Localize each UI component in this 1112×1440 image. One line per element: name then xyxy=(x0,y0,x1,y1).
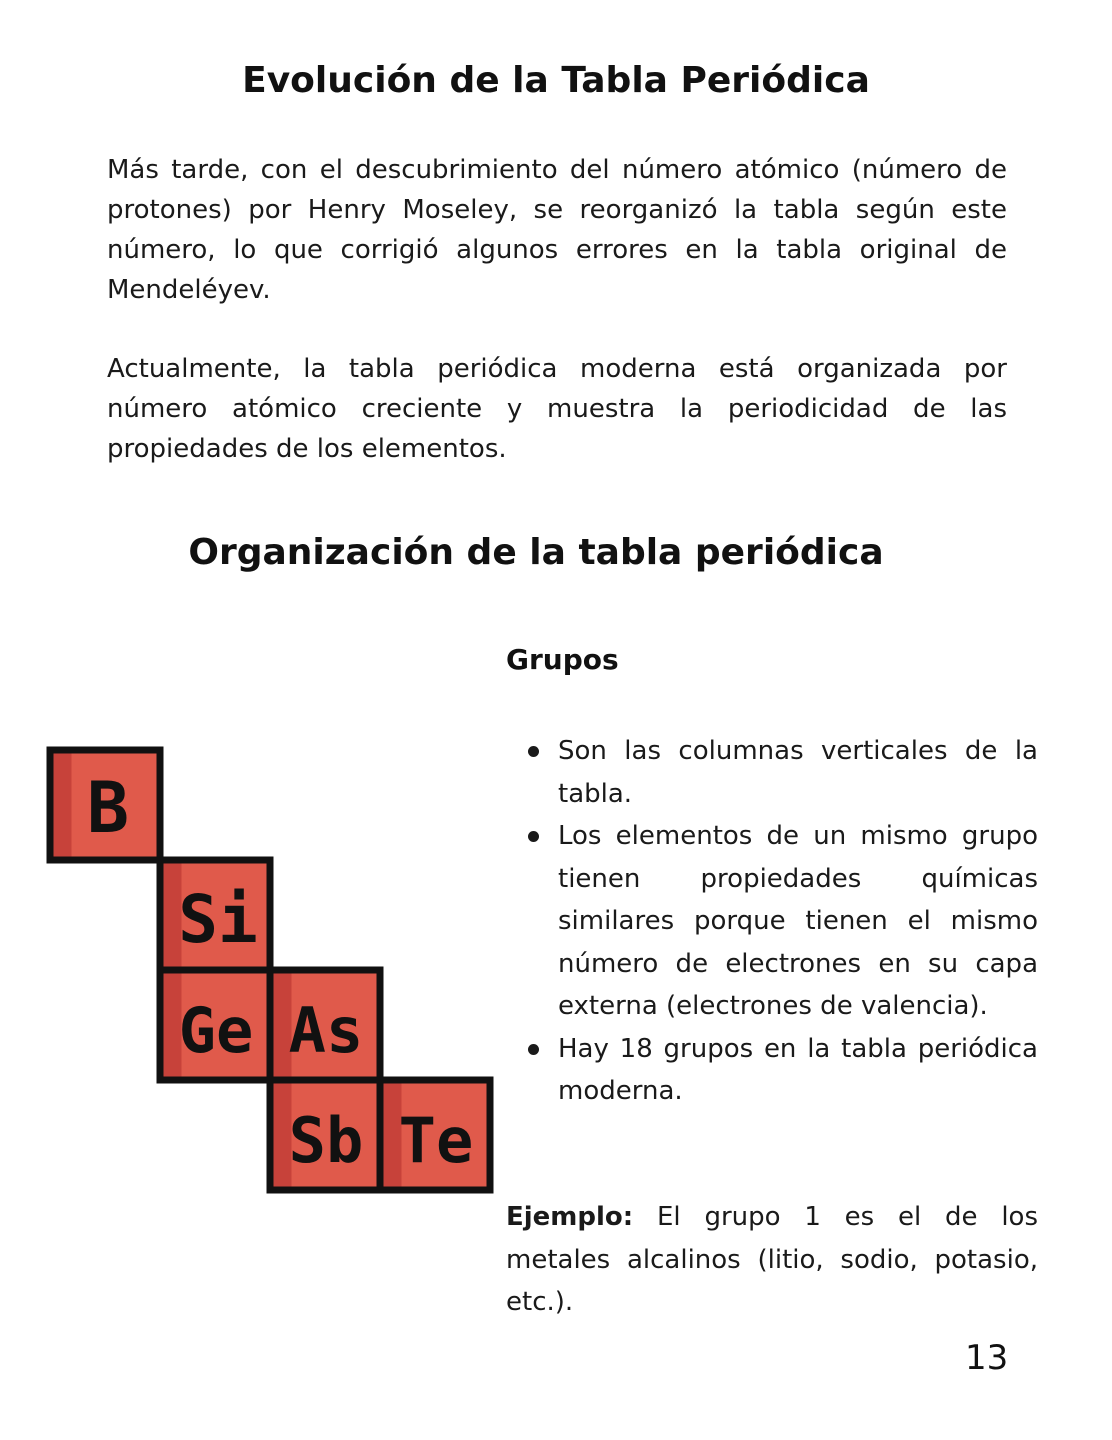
element-tile-te xyxy=(380,1080,490,1190)
paragraph-moseley: Más tarde, con el descubrimiento del número atómico (número de protones) por Henry Moseley, se reorganizó la tabla según este número, lo que corrigió algunos errores en la tabla original de Mendeléyev. xyxy=(107,155,1007,305)
groups-bullet-list xyxy=(506,730,1038,1113)
paragraph-modern-table: Actualmente, la tabla periódica moderna está organizada por número atómico creciente y muestra la periodicidad de las propiedades de los elementos. xyxy=(107,354,1007,464)
element-symbol-b: B xyxy=(86,767,130,849)
example-text: El grupo 1 es el de los metales alcalinos (litio, sodio, potasio, etc.). xyxy=(506,1202,1039,1317)
list-item: Hay 18 grupos en la tabla periódica moderna. xyxy=(506,1028,1038,1113)
element-symbol-sb: Sb xyxy=(288,1104,364,1177)
element-symbol-ge: Ge xyxy=(178,994,254,1067)
section-title-organization: Organización de la tabla periódica xyxy=(188,532,884,573)
metalloids-staircase-icon xyxy=(46,746,496,1196)
element-tile-ge xyxy=(160,970,270,1080)
element-tile-b xyxy=(50,750,160,860)
element-symbol-si: Si xyxy=(178,881,258,958)
example-paragraph xyxy=(506,1196,1038,1324)
element-symbol-te: Te xyxy=(398,1104,474,1177)
groups-heading: Grupos xyxy=(506,643,619,676)
element-tile-si xyxy=(160,860,270,970)
list-item: Los elementos de un mismo grupo tienen propiedades químicas similares porque tienen el mismo número de electrones en su capa externa (electrones de valencia). xyxy=(506,815,1038,1028)
element-symbol-as: As xyxy=(288,994,364,1067)
list-item: Son las columnas verticales de la tabla. xyxy=(506,730,1038,815)
example-label: Ejemplo: xyxy=(506,1202,634,1232)
element-tile-as xyxy=(270,970,380,1080)
page-number: 13 xyxy=(965,1338,1009,1378)
section-title-evolution: Evolución de la Tabla Periódica xyxy=(242,60,870,101)
element-tile-sb xyxy=(270,1080,380,1190)
